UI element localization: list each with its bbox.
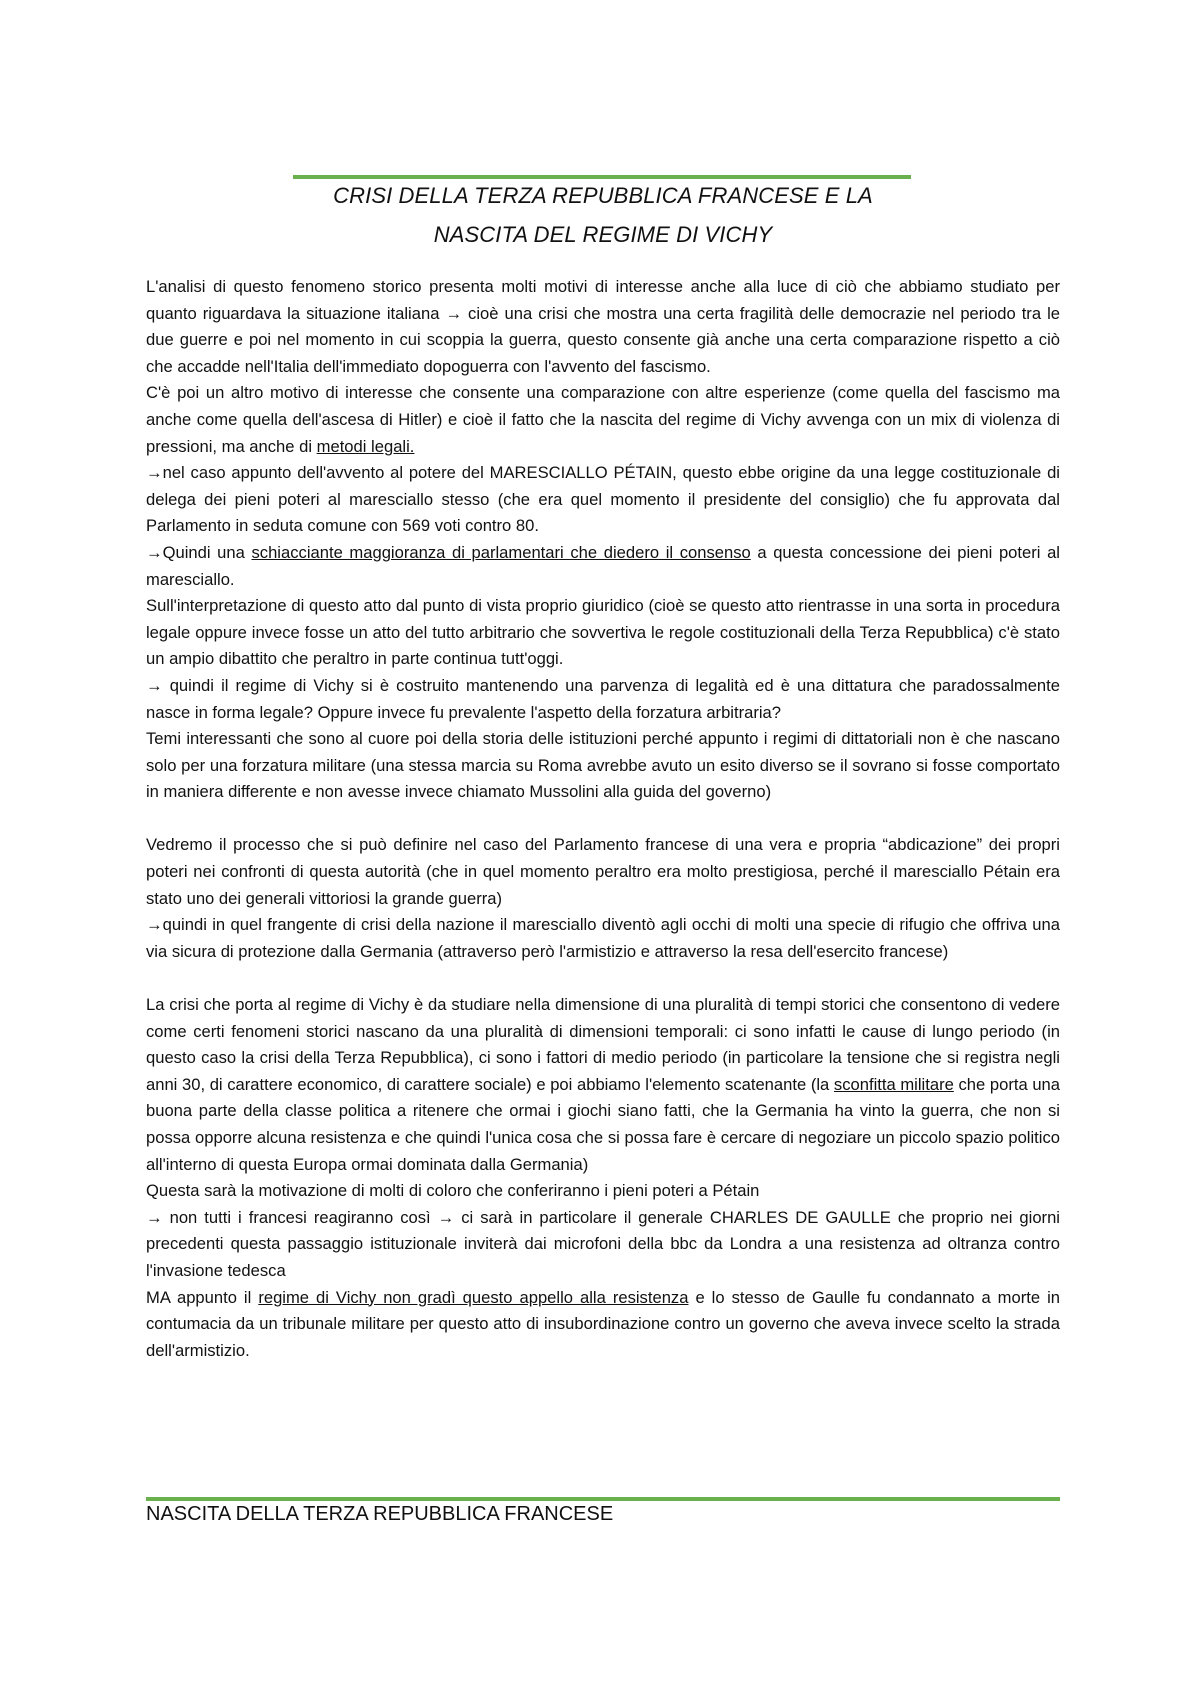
- paragraph: [146, 673, 1060, 726]
- underlined-phrase: regime di Vichy non gradì questo appello alla resistenza: [258, 1287, 689, 1307]
- paragraph: [146, 1178, 1060, 1205]
- paragraph-text: →Quindi una: [146, 542, 252, 562]
- paragraph-text: a questa concessione dei pieni poteri al maresciallo.: [146, 542, 1060, 589]
- paragraph-text: Sull'interpretazione di questo atto dal punto di vista proprio giuridico (cioè se questo atto rientrasse in una sorta in procedura legale oppure invece fosse un atto del tutto arbitrario che sovvertiva le regole costituzionali della Terza Repubblica) c'è stato un ampio dibattito che peraltro in parte continua tutt'oggi.: [146, 596, 1060, 669]
- paragraph-text: →nel caso appunto dell'avvento al potere del MARESCIALLO PÉTAIN, questo ebbe origine da una legge costituzionale di delega dei pieni poteri al maresciallo stesso (che era quel momento il presidente del consiglio) che fu approvata dal Parlamento in seduta comune con 569 voti contro 80.: [146, 463, 1060, 536]
- paragraph-text: → quindi il regime di Vichy si è costruito mantenendo una parvenza di legalità ed è una dittatura che paradossalmente nasce in forma legale? Oppure invece fu prevalente l'aspetto della forzatura arbitraria?: [146, 675, 1060, 722]
- paragraph: [146, 380, 1060, 460]
- page-title-line-1: CRISI DELLA TERZA REPUBBLICA FRANCESE E LA: [333, 183, 873, 208]
- paragraph-text: → non tutti i francesi reagiranno così → ci sarà in particolare il generale CHARLES DE GAULLE che proprio nei giorni precedenti questa passaggio istituzionale inviterà dai microfoni della bbc da Londra a una resistenza ad oltranza contro l'invasione tedesca: [146, 1207, 1060, 1280]
- document-body: [146, 274, 1060, 1364]
- underlined-phrase: schiacciante maggioranza di parlamentari che diedero il consenso: [251, 542, 751, 562]
- paragraph: [146, 832, 1060, 912]
- paragraph: [146, 1285, 1060, 1365]
- paragraph: [146, 540, 1060, 593]
- paragraph-text: La crisi che porta al regime di Vichy è da studiare nella dimensione di una pluralità di tempi storici che consentono di vedere come certi fenomeni storici nascano da una pluralità di dimensioni temporali: ci sono infatti le cause di lungo periodo (in questo caso la crisi della Terza Repubblica), ci sono i fattori di medio periodo (in particolare la tensione che si registra negli anni 30, di carattere economico, di carattere sociale) e poi abbiamo l'elemento scatenante (la: [146, 995, 1060, 1094]
- paragraph: [146, 912, 1060, 965]
- paragraph-text: Temi interessanti che sono al cuore poi della storia delle istituzioni perché appunto i regimi di dittatoriali non è che nascano solo per una forzatura militare (una stessa marcia su Roma avrebbe avuto un esito diverso se il sovrano si fosse comportato in maniera differente e non avesse invece chiamato Mussolini alla guida del governo): [146, 729, 1060, 802]
- paragraph-text: MA appunto il: [146, 1287, 259, 1307]
- section-heading: NASCITA DELLA TERZA REPUBBLICA FRANCESE: [146, 1503, 614, 1525]
- title-rule: [293, 175, 911, 179]
- paragraph-text: L'analisi di questo fenomeno storico presenta molti motivi di interesse anche alla luce di ciò che abbiamo studiato per quanto riguardava la situazione italiana → cioè una crisi che mostra una certa fragilità delle democrazie nel periodo tra le due guerre e poi nel momento in cui scoppia la guerra, questo consente già anche una certa comparazione rispetto a ciò che accadde nell'Italia dell'immediato dopoguerra con l'avvento del fascismo.: [146, 277, 1060, 376]
- paragraph: [146, 1205, 1060, 1285]
- paragraph-text: Vedremo il processo che si può definire nel caso del Parlamento francese di una vera e propria “abdicazione” dei propri poteri nei confronti di questa autorità (che in quel momento peraltro era molto prestigiosa, perché il maresciallo Pétain era stato uno dei generali vittoriosi la grande guerra): [146, 835, 1060, 908]
- paragraph-text: Questa sarà la motivazione di molti di coloro che conferiranno i pieni poteri a Pétain: [146, 1181, 760, 1201]
- paragraph-text: e lo stesso de Gaulle fu condannato a morte in contumacia da un tribunale militare per questo atto di insubordinazione contro un governo che aveva invece scelto la strada dell'armistizio.: [146, 1287, 1061, 1360]
- paragraph-text: che porta una buona parte della classe politica a ritenere che ormai i giochi siano fatti, che la Germania ha vinto la guerra, che non si possa opporre alcuna resistenza e che quindi l'unica cosa che si possa fare è cercare di negoziare un piccolo spazio politico all'interno di questa Europa ormai dominata dalla Germania): [146, 1074, 1061, 1174]
- section-rule: [146, 1497, 1060, 1501]
- paragraph: [146, 274, 1060, 380]
- paragraph: [146, 992, 1060, 1178]
- paragraph: [146, 726, 1060, 806]
- page-title-line-2: NASCITA DEL REGIME DI VICHY: [433, 222, 773, 247]
- paragraph-text: C'è poi un altro motivo di interesse che consente una comparazione con altre esperienze (come quella del fascismo ma anche come quella dell'ascesa di Hitler) e cioè il fatto che la nascita del regime di Vichy avvenga con un mix di violenza di pressioni, ma anche di: [146, 383, 1060, 456]
- paragraph: [146, 593, 1060, 673]
- underlined-phrase: sconfitta militare: [833, 1074, 954, 1094]
- paragraph: [146, 460, 1060, 540]
- underlined-phrase: metodi legali.: [316, 436, 415, 456]
- paragraph-text: →quindi in quel frangente di crisi della nazione il maresciallo diventò agli occhi di molti una specie di rifugio che offriva una via sicura di protezione dalla Germania (attraverso però l'armistizio e attraverso la resa dell'esercito francese): [146, 915, 1060, 961]
